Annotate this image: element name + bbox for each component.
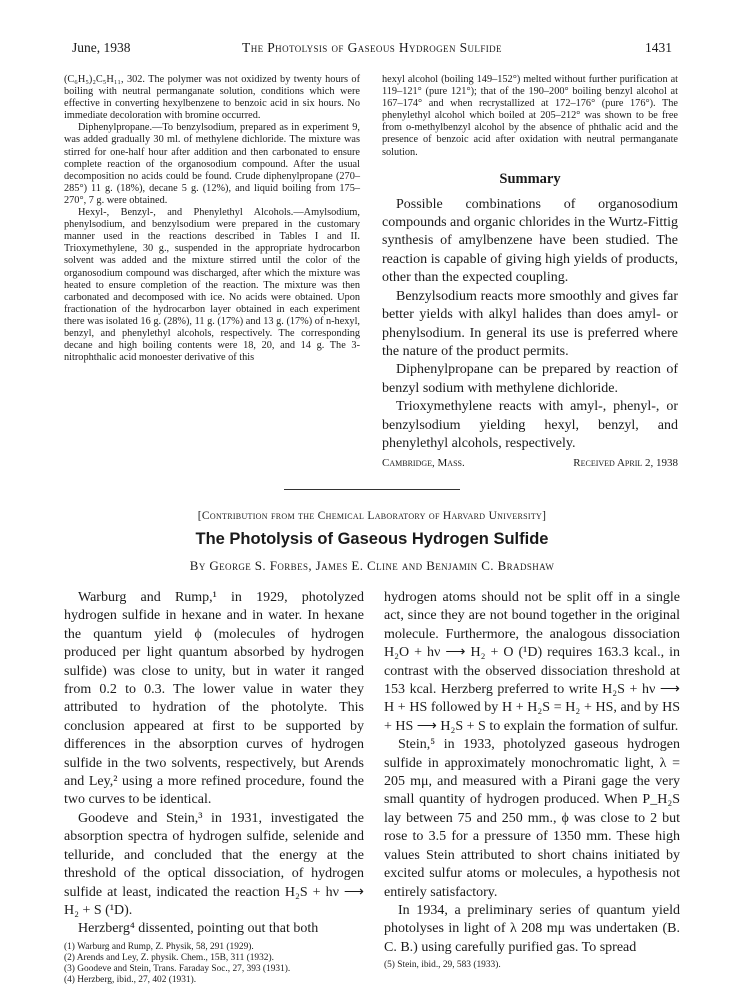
paragraph: (C₆H₅)₂C₅H₁₁, 302. The polymer was not oxidized by twenty hours of boiling with neutral permanganate solution, conditions which were effective in converting hexylbenzene to benzoic acid in six hours. No immediate decoloration with bromine occurred. [64, 74, 360, 122]
paragraph: Benzylsodium reacts more smoothly and gives far better yields with alkyl halides than does amyl- or phenylsodium. In general its use is preferred where the nature of the product permits. [382, 288, 678, 359]
footnote: (5) Stein, ibid., 29, 583 (1933). [384, 960, 501, 971]
prev-article-left-column [64, 74, 360, 364]
prev-article-right-column [382, 74, 678, 469]
header-date: June, 1938 [72, 40, 131, 55]
paragraph: hexyl alcohol (boiling 149–152°) melted without further purification at 119–121° (pure 121°); that of the 190–200° boiling benzyl alcohol at 167–174° and when recrystallized at 172–176° (pure 176°). The phenylethyl alcohol which boiled at 205–212° was shown to be free from o-methylbenzyl alcohol by the absence of phthalic acid and the presence of benzoic acid after oxidation with neutral permanganate solution. [382, 74, 678, 158]
paragraph: Possible combinations of organosodium compounds and organic chlorides in the Wurtz-Fittig synthesis of amylbenzene have been studied. The reaction is capable of giving high yields of products, other than the expected coupling. [382, 196, 678, 286]
paragraph: Trioxymethylene reacts with amyl-, phenyl-, or benzylsodium yielding hexyl, benzyl, and phenylethyl alcohols, respectively. [382, 399, 678, 451]
page-number: 1431 [645, 40, 672, 55]
section-divider [284, 489, 460, 490]
paragraph: Diphenylpropane.—To benzylsodium, prepared as in experiment 9, was added gradually 30 ml. of methylene dichloride. The mixture was stirred for one-half hour after addition and then carbonated to ensure complete reaction of the organosodium compound. After the usual decomposition no acids could be found. Crude diphenylpropane (270–285°) 11 g. (18%), decane 5 g. (12%), and liquid boiling from 175–270°, 7 g. were obtained. [64, 122, 360, 206]
paragraph: Hexyl-, Benzyl-, and Phenylethyl Alcohols.—Amylsodium, phenylsodium, and benzylsodium were prepared in the customary manner used in the reactions described in Tables I and II. Trioxymethylene, 30 g., suspended in the appropriate hydrocarbon solvent was added and the mixture stirred until the color of the organosodium compound was discharged, after which the mixture was heated to ensure completion of the reaction. The mixture was then carbonated and decomposed with ice. No acids were obtained. Upon fractionation of the hydrocarbon layer obtained in each experiment there was isolated 16 g. (28%), 11 g. (17%) and 13 g. (17%) of n-hexyl, benzyl, and phenylethyl alcohols, respectively. The corresponding decane and high boiling contents were 18, 20, and 14 g. The 3-nitrophthalic acid monoester derivative of this [64, 207, 360, 364]
footnote: (4) Herzberg, ibid., 27, 402 (1931). [64, 974, 197, 985]
summary-body [382, 196, 678, 454]
paragraph: Goodeve and Stein,³ in 1931, investigated the absorption spectra of hydrogen sulfide, selenide and telluride, and concluded that the energy at the threshold of the optical dissociation, of hydrogen sulfide at least, indicated the reaction H₂S + hν ⟶ H₂ + S (¹D). [64, 810, 364, 918]
footnote: (3) Goodeve and Stein, Trans. Faraday Soc., 27, 393 (1931). [64, 963, 291, 974]
article-title: The Photolysis of Gaseous Hydrogen Sulfide [195, 530, 549, 548]
paragraph: Warburg and Rump,¹ in 1929, photolyzed hydrogen sulfide in hexane and in water. In hexane the quantum yield ϕ (molecules of hydrogen produced per light quantum absorbed by hydrogen sulfide) was close to unity, but in water it ranged from 0.2 to 0.3. The lower value in water they attributed to hydration of the photolyte. This conclusion appeared at first to be supported by differences in the absorption curves of hydrogen sulfide in the two solvents, respectively, but Arends and Ley,² using a more refined procedure, found the two curves to be identical. [64, 590, 364, 808]
place: Cambridge, Mass. [382, 457, 465, 470]
paragraph: hydrogen atoms should not be split off in a single act, since they are not bound together in the original molecule. Furthermore, the analogous dissociation H₂O + hν ⟶ H₂ + O (¹D) requires 163.3 kcal., in contrast with the observed dissociation threshold at 153 kcal. Herzberg preferred to write H₂S + hν ⟶ H + HS followed by H + H₂S = H₂ + HS, and by HS + HS ⟶ H₂S + S to explain the formation of sulfur. [384, 590, 680, 734]
summary-heading: Summary [499, 170, 561, 187]
received-line [382, 457, 678, 469]
article-left-column [64, 589, 364, 986]
footnote: (2) Arends and Ley, Z. physik. Chem., 15B, 311 (1932). [64, 952, 274, 963]
article-right-column [384, 589, 680, 971]
footnotes [64, 942, 364, 986]
footnote: (1) Warburg and Rump, Z. Physik, 58, 291 (1929). [64, 941, 254, 952]
paragraph: In 1934, a preliminary series of quantum yield photolyses in light of λ 208 mμ was undertaken (B. C. B.) using carefully purified gas. To spread [384, 902, 680, 955]
header-running-title: The Photolysis of Gaseous Hydrogen Sulfide [242, 40, 502, 55]
footnotes [384, 960, 680, 971]
received-date: Received April 2, 1938 [573, 457, 678, 470]
byline: By George S. Forbes, James E. Cline and Benjamin C. Bradshaw [189, 558, 555, 573]
paragraph: Herzberg⁴ dissented, pointing out that both [78, 921, 319, 937]
running-header [72, 40, 672, 56]
paragraph: Diphenylpropane can be prepared by reaction of benzyl sodium with methylene dichloride. [382, 362, 678, 396]
contribution-line: [Contribution from the Chemical Laboratory of Harvard University] [197, 510, 547, 522]
paragraph: Stein,⁵ in 1933, photolyzed gaseous hydrogen sulfide in approximately monochromatic light, λ = 205 mμ, and measured with a Pirani gage the very small quantity of hydrogen produced. When P_H₂S lay between 75 and 250 mm., ϕ was close to 2 but rose to 3.5 for a pressure of 1350 mm. These high values Stein attributed to short chains initiated by excited sulfur atoms or molecules, a hypothesis not entirely satisfactory. [384, 737, 680, 900]
